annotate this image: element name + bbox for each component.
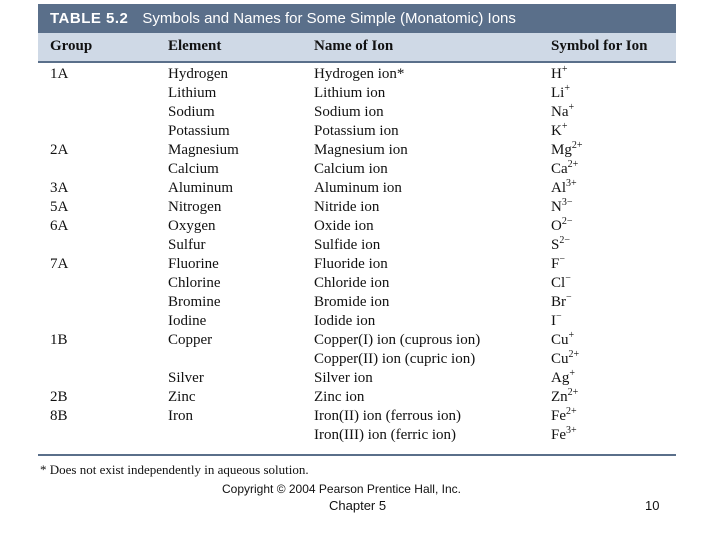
ion-symbol: Ag (551, 370, 570, 386)
cell-ion-name: Aluminum ion (314, 180, 402, 196)
cell-element: Nitrogen (168, 199, 222, 215)
cell-ion-name: Hydrogen ion* (314, 66, 405, 82)
cell-group: 8B (50, 408, 68, 424)
cell-element: Iodine (168, 313, 207, 329)
ion-symbol: Na (551, 104, 569, 120)
table-row (38, 104, 676, 123)
table-row (38, 351, 676, 370)
column-header-ion-name: Name of Ion (314, 38, 394, 54)
table-title-bar (38, 4, 676, 33)
ion-symbol: K (551, 123, 562, 139)
cell-symbol (551, 408, 577, 425)
ion-charge: 2+ (567, 159, 579, 170)
column-header-group: Group (50, 38, 93, 54)
ion-symbol: O (551, 218, 562, 234)
cell-group: 2B (50, 389, 68, 405)
cell-ion-name: Iron(III) ion (ferric ion) (314, 427, 457, 443)
table-row (38, 370, 676, 389)
column-header-symbol: Symbol for Ion (551, 38, 648, 54)
cell-group: 6A (50, 218, 69, 234)
ion-charge: − (559, 254, 565, 265)
ion-charge: 2+ (566, 406, 577, 417)
cell-element: Sodium (168, 104, 215, 120)
cell-ion-name: Copper(I) ion (cuprous ion) (314, 332, 481, 348)
table-row (38, 85, 676, 104)
cell-group: 1A (50, 66, 69, 82)
cell-element: Copper (168, 332, 213, 348)
table-row (38, 294, 676, 313)
table-row (38, 389, 676, 408)
column-headers (38, 33, 676, 61)
cell-symbol (551, 180, 577, 197)
ion-charge: − (565, 273, 571, 284)
cell-ion-name: Bromide ion (314, 294, 390, 310)
chapter-label: Chapter 5 (329, 498, 387, 513)
cell-ion-name: Iodide ion (314, 313, 376, 329)
table-row (38, 180, 676, 199)
cell-element: Potassium (168, 123, 230, 139)
cell-ion-name: Copper(II) ion (cupric ion) (314, 351, 476, 367)
table-row (38, 218, 676, 237)
cell-symbol (551, 104, 574, 121)
ion-charge: 2− (561, 216, 573, 227)
cell-ion-name: Fluoride ion (314, 256, 388, 272)
cell-element: Iron (168, 408, 193, 424)
cell-group: 7A (50, 256, 69, 272)
cell-element: Magnesium (168, 142, 239, 158)
ion-charge: − (556, 311, 562, 322)
table-row (38, 275, 676, 294)
page-number: 10 (645, 498, 660, 513)
cell-ion-name: Oxide ion (314, 218, 374, 234)
cell-element: Chlorine (168, 275, 221, 291)
ion-charge: + (568, 102, 575, 113)
cell-ion-name: Sodium ion (314, 104, 384, 120)
cell-ion-name: Iron(II) ion (ferrous ion) (314, 408, 462, 424)
cell-group: 2A (50, 142, 69, 158)
cell-symbol (551, 66, 567, 83)
ion-symbol: Zn (551, 389, 568, 405)
ion-charge: 2+ (568, 349, 580, 360)
ion-symbol: F (551, 256, 560, 272)
ion-symbol: Ca (551, 161, 568, 177)
cell-symbol (551, 161, 578, 178)
table-footnote: * Does not exist independently in aqueous solution. (40, 462, 309, 477)
cell-element: Oxygen (168, 218, 216, 234)
cell-symbol (551, 313, 562, 330)
ion-symbol: Cl (551, 275, 566, 291)
cell-symbol (551, 142, 582, 159)
cell-symbol (551, 294, 572, 311)
cell-element: Fluorine (168, 256, 219, 272)
cell-symbol (551, 370, 575, 387)
cell-symbol (551, 427, 577, 444)
ion-charge: + (561, 64, 568, 75)
cell-group: 3A (50, 180, 69, 196)
ion-symbol: S (551, 237, 560, 253)
cell-ion-name: Lithium ion (314, 85, 386, 101)
table-row (38, 313, 676, 332)
cell-symbol (551, 275, 571, 292)
ion-symbol: N (551, 199, 562, 215)
ion-symbol: Mg (551, 142, 572, 158)
table-row (38, 237, 676, 256)
ion-symbol: Fe (551, 408, 566, 424)
ion-symbol: Br (551, 294, 566, 310)
table-row (38, 142, 676, 161)
ion-charge: 2+ (567, 387, 579, 398)
cell-element: Sulfur (168, 237, 206, 253)
ion-symbol: Cu (551, 332, 569, 348)
ion-symbol: Li (551, 85, 565, 101)
table-number: TABLE 5.2 (50, 10, 129, 27)
table-row (38, 66, 676, 85)
ion-charge: 3+ (566, 425, 577, 436)
cell-group: 1B (50, 332, 68, 348)
table-row (38, 256, 676, 275)
cell-symbol (551, 85, 570, 102)
ion-symbol: I (551, 313, 556, 329)
cell-symbol (551, 256, 565, 273)
ion-symbol: H (551, 66, 562, 82)
cell-element: Silver (168, 370, 204, 386)
cell-element: Hydrogen (168, 66, 228, 82)
cell-ion-name: Potassium ion (314, 123, 399, 139)
ion-charge: 3+ (566, 178, 577, 189)
copyright-notice: Copyright © 2004 Pearson Prentice Hall, Inc. (222, 482, 461, 496)
cell-element: Calcium (168, 161, 219, 177)
cell-ion-name: Sulfide ion (314, 237, 381, 253)
cell-ion-name: Calcium ion (314, 161, 388, 177)
cell-symbol (551, 351, 579, 368)
cell-ion-name: Silver ion (314, 370, 373, 386)
ion-charge: + (561, 121, 568, 132)
table-title: Symbols and Names for Some Simple (Monatomic) Ions (142, 10, 516, 27)
cell-symbol (551, 237, 570, 254)
cell-symbol (551, 218, 572, 235)
cell-symbol (551, 199, 572, 216)
cell-element: Bromine (168, 294, 221, 310)
table-row (38, 332, 676, 351)
table-row (38, 408, 676, 427)
ion-charge: 2− (559, 235, 570, 246)
cell-element: Aluminum (168, 180, 234, 196)
table-row (38, 427, 676, 446)
header-rule (38, 61, 676, 63)
cell-element: Zinc (168, 389, 196, 405)
cell-group: 5A (50, 199, 69, 215)
ion-symbol: Al (551, 180, 566, 196)
ion-symbol: Cu (551, 351, 569, 367)
cell-symbol (551, 332, 574, 349)
column-header-element: Element (168, 38, 222, 54)
cell-element: Lithium (168, 85, 217, 101)
ion-charge: + (564, 83, 570, 94)
cell-symbol (551, 123, 567, 140)
cell-ion-name: Chloride ion (314, 275, 390, 291)
cell-ion-name: Nitride ion (314, 199, 380, 215)
cell-symbol (551, 389, 578, 406)
ion-symbol: Fe (551, 427, 566, 443)
cell-ion-name: Magnesium ion (314, 142, 408, 158)
ion-charge: − (566, 292, 572, 303)
table-bottom-rule (38, 454, 676, 456)
ion-charge: + (568, 330, 575, 341)
cell-ion-name: Zinc ion (314, 389, 365, 405)
ion-charge: 2+ (571, 140, 583, 151)
table-row (38, 161, 676, 180)
table-row (38, 199, 676, 218)
ion-charge: 3− (561, 197, 573, 208)
ion-charge: + (569, 368, 575, 379)
